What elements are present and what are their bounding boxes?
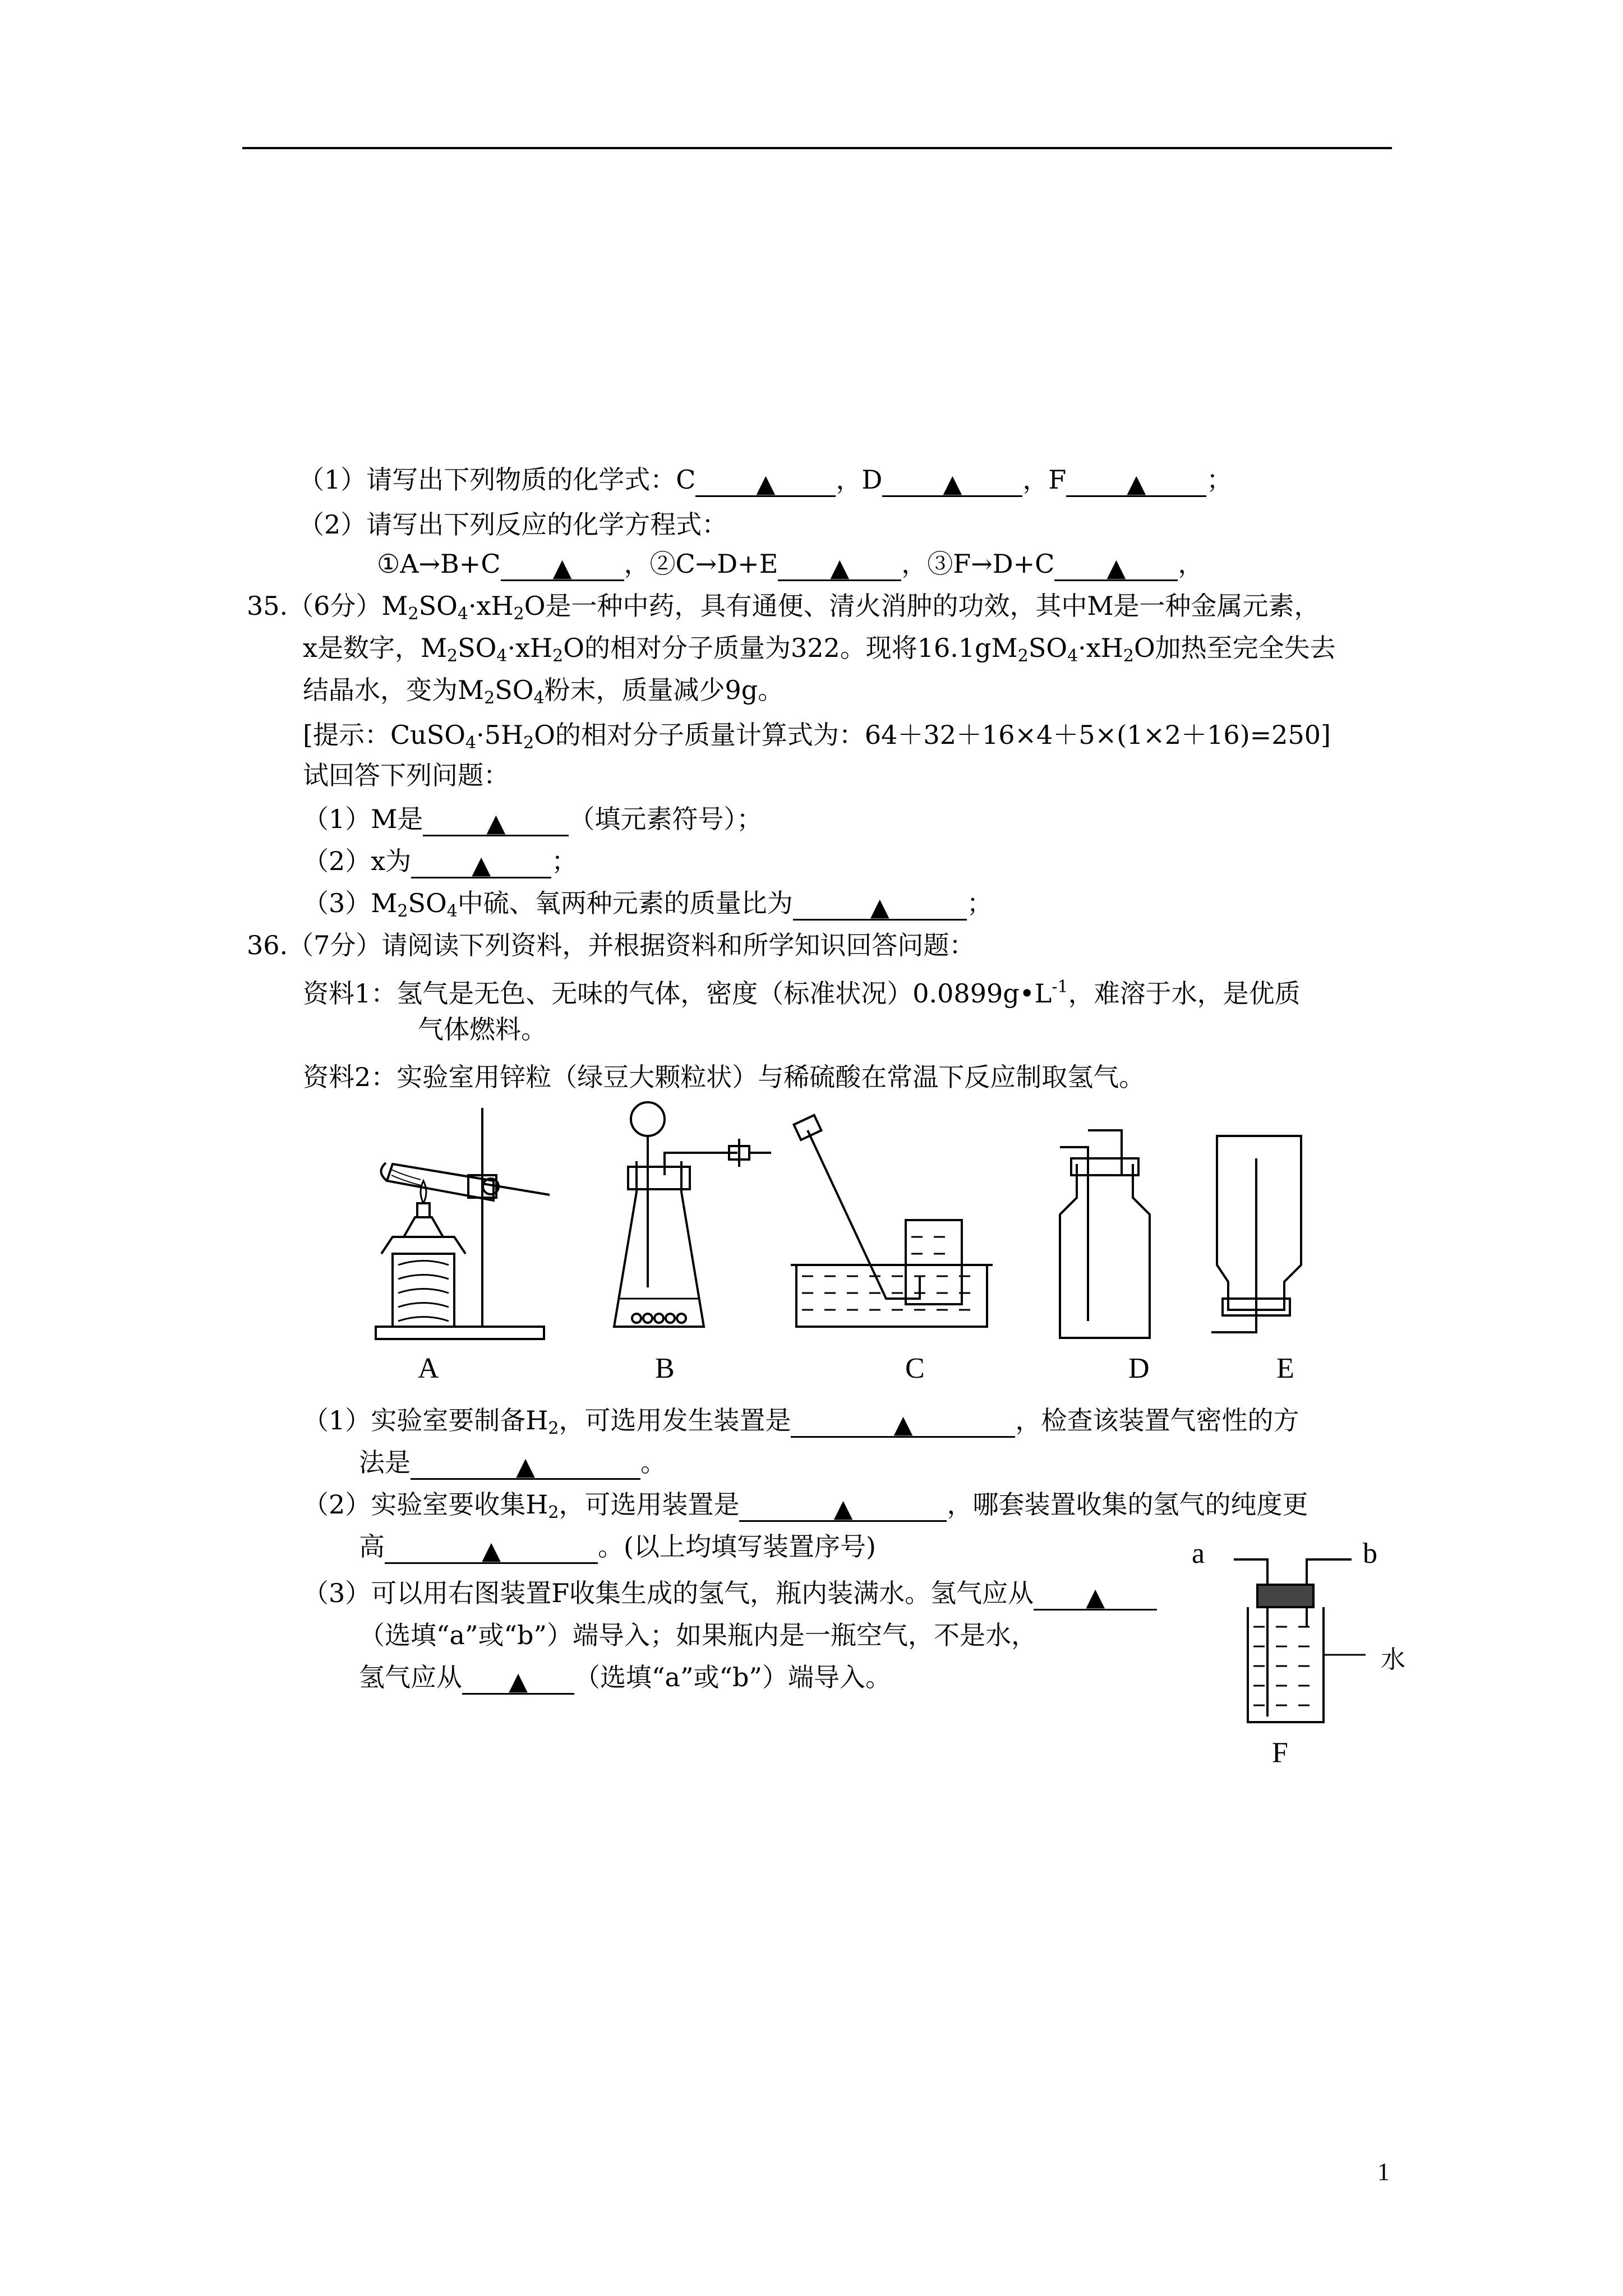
apparatus-c — [785, 1097, 998, 1343]
apparatus-d — [1054, 1097, 1166, 1343]
q35-q1: （1）M是 ▲ （填元素符号）； — [303, 804, 763, 838]
q36-p1: （1）实验室要制备$H_2$，可选用发生装置是 ▲ ，检查该装置气密性的方 — [303, 1405, 1299, 1439]
q36-material1: 资料1：氢气是无色、无味的气体，密度（标准状况）$0.0899g•L^{-1}$，难溶于水，是优质 — [303, 977, 1301, 1009]
blank-c[interactable]: ▲ — [695, 466, 836, 497]
q36-material1-cont: 气体燃料。 — [418, 1014, 547, 1045]
page-number: 1 — [1377, 2158, 1390, 2185]
blank-m[interactable]: ▲ — [423, 806, 569, 836]
q36-p2: （2）实验室要收集$H_2$，可选用装置是 ▲ ，哪套装置收集的氢气的纯度更 — [303, 1489, 1308, 1523]
q36-p3-cont2: 氢气应从 ▲ （选填“a”或“b”）端导入。 — [359, 1662, 891, 1696]
q34-part2: （2）请写出下列反应的化学方程式： — [298, 509, 728, 540]
label-a: A — [418, 1352, 439, 1384]
q36-p2-cont: 高 ▲ 。(以上均填写装置序号) — [359, 1531, 876, 1565]
blank-purity[interactable]: ▲ — [385, 1533, 598, 1564]
q35-line2: x是数字，$M_2SO_4\cdot xH_2O$的相对分子质量为322。现将$16.1gM_2SO_4\cdot xH_2O$加热至完全失去 — [303, 633, 1336, 666]
label-e: E — [1276, 1352, 1294, 1384]
blank-ratio[interactable]: ▲ — [793, 890, 967, 921]
label-f-a: a — [1192, 1538, 1205, 1570]
q35-q2: （2）x为 ▲ ； — [303, 846, 578, 880]
q36-p3: （3）可以用右图装置F收集生成的氢气，瓶内装满水。氢气应从 ▲ — [303, 1576, 1157, 1611]
blank-air-inlet[interactable]: ▲ — [462, 1664, 574, 1695]
header-rule — [242, 147, 1392, 149]
blank-generator[interactable]: ▲ — [791, 1407, 1015, 1438]
label-f-water: 水 — [1381, 1646, 1405, 1673]
blank-d[interactable]: ▲ — [882, 466, 1022, 497]
q36-p1-cont: 法是 ▲ 。 — [359, 1447, 666, 1481]
apparatus-b — [603, 1097, 782, 1343]
q36-material2: 资料2：实验室用锌粒（绿豆大颗粒状）与稀硫酸在常温下反应制取氢气。 — [303, 1062, 1145, 1092]
blank-eq2[interactable]: ▲ — [778, 550, 901, 581]
q35-line3: 结晶水，变为$M_2SO_4$粉末，质量减少9g。 — [303, 675, 784, 708]
q35-hint: [提示：$CuSO_4\cdot 5H_2O$的相对分子质量计算式为：64＋32＋16×4＋5×(1×2＋16)=250] — [303, 720, 1331, 753]
q35-line1: 35.（6分）$M_2SO_4\cdot xH_2O$是一种中药，具有通便、清火消肿的功效，其中M是一种金属元素， — [247, 591, 1320, 624]
blank-eq3[interactable]: ▲ — [1054, 550, 1178, 581]
label-b: B — [655, 1352, 675, 1384]
q35-q3: $(3)M_2SO_4$中硫、氧两种元素的质量比为 ▲ ； — [303, 888, 993, 922]
blank-x[interactable]: ▲ — [411, 848, 551, 878]
blank-eq1[interactable]: ▲ — [501, 550, 624, 581]
blank-airtight[interactable]: ▲ — [411, 1449, 640, 1480]
q36-title: 36.（7分）请阅读下列资料，并根据资料和所学知识回答问题： — [247, 930, 975, 960]
apparatus-f — [1223, 1548, 1368, 1733]
apparatus-e — [1206, 1097, 1318, 1343]
q35-intro: 试回答下列问题： — [303, 760, 509, 790]
q36-p3-cont: （选填“a”或“b”）端导入；如果瓶内是一瓶空气，不是水， — [359, 1620, 1037, 1650]
label-d: D — [1128, 1352, 1150, 1384]
label-f-b: b — [1363, 1538, 1377, 1570]
q34-equations: ①A→B+C ▲ ，②C→D+E ▲ ，③F→D+C ▲ ， — [377, 549, 1204, 582]
label-f: F — [1272, 1737, 1288, 1769]
label-c: C — [905, 1352, 925, 1384]
blank-f[interactable]: ▲ — [1066, 466, 1206, 497]
blank-collector[interactable]: ▲ — [739, 1491, 947, 1522]
blank-water-inlet[interactable]: ▲ — [1034, 1580, 1157, 1611]
apparatus-a — [370, 1097, 566, 1343]
q34-part1: （1）请写出下列物质的化学式：C ▲ ，D ▲ ，F ▲ ； — [298, 464, 1233, 498]
